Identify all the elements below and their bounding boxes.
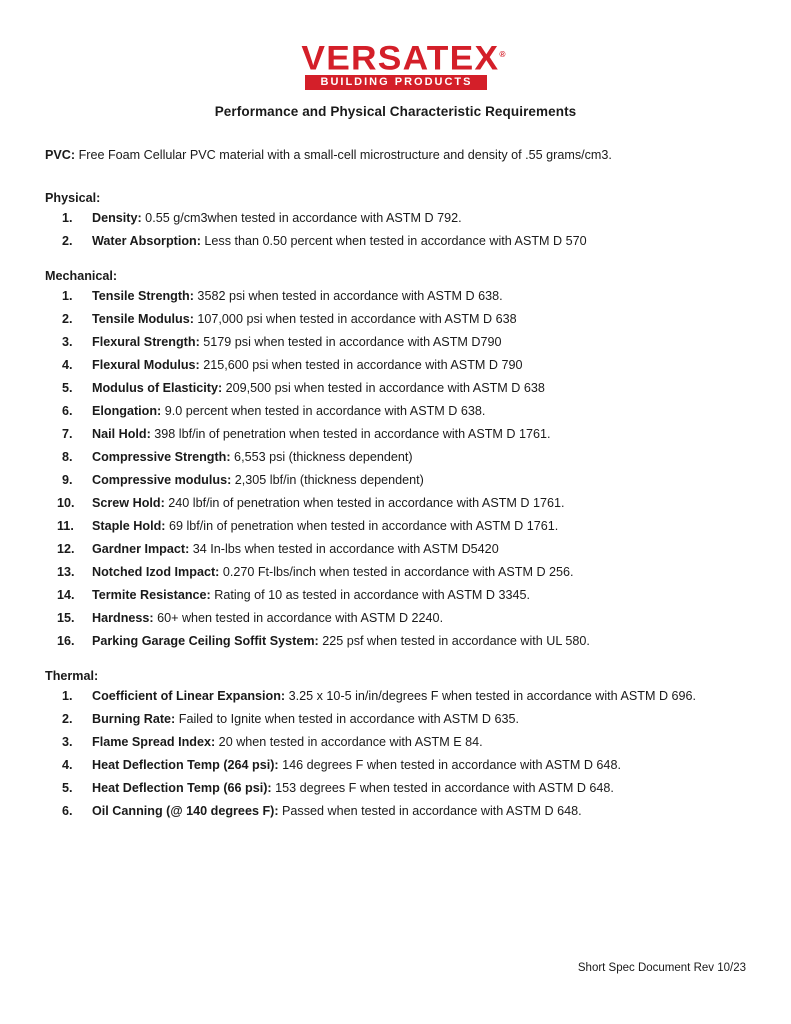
- spec-item: [45, 312, 750, 327]
- company-logo: [0, 40, 791, 90]
- spec-item-value: 69 lbf/in of penetration when tested in accordance with ASTM D 1761.: [165, 519, 559, 533]
- spec-item-label: Heat Deflection Temp (264 psi):: [92, 758, 279, 772]
- spec-item: [45, 289, 750, 304]
- spec-item: [45, 758, 750, 773]
- spec-item: [45, 712, 750, 727]
- spec-item: [45, 473, 750, 488]
- spec-item: [45, 781, 750, 796]
- spec-item-label: Hardness:: [92, 611, 154, 625]
- spec-item-value: 34 In-lbs when tested in accordance with ASTM D5420: [189, 542, 499, 556]
- spec-item: [45, 611, 750, 626]
- registered-trademark-icon: ®: [498, 50, 505, 59]
- spec-item-label: Termite Resistance:: [92, 588, 211, 602]
- spec-item-number: 4.: [62, 758, 73, 772]
- spec-item: [45, 211, 750, 226]
- spec-item-list: [45, 289, 750, 649]
- spec-item-value: 209,500 psi when tested in accordance with ASTM D 638: [222, 381, 545, 395]
- spec-item: [45, 234, 750, 249]
- spec-item-number: 1.: [62, 689, 73, 703]
- spec-item-number: 10.: [57, 496, 75, 510]
- spec-item-number: 5.: [62, 381, 73, 395]
- spec-item-value: 146 degrees F when tested in accordance with ASTM D 648.: [278, 758, 621, 772]
- spec-item-value: 225 psf when tested in accordance with UL 580.: [318, 634, 590, 648]
- spec-item-number: 2.: [62, 312, 73, 326]
- spec-item-value: Passed when tested in accordance with ASTM D 648.: [278, 804, 582, 818]
- footer-revision: Short Spec Document Rev 10/23: [577, 962, 746, 974]
- versatex-logo: [300, 39, 505, 90]
- spec-item-value: Failed to Ignite when tested in accordance with ASTM D 635.: [175, 712, 519, 726]
- intro-label: PVC:: [45, 148, 76, 162]
- spec-item-label: Water Absorption:: [92, 234, 201, 248]
- logo-tagline-band: [305, 75, 487, 90]
- spec-item-label: Heat Deflection Temp (66 psi):: [92, 781, 272, 795]
- spec-item-value: Less than 0.50 percent when tested in accordance with ASTM D 570: [200, 234, 587, 248]
- spec-item-number: 3.: [62, 735, 73, 749]
- spec-item-number: 2.: [62, 712, 73, 726]
- spec-item: [45, 381, 750, 396]
- document-body: [45, 148, 750, 819]
- spec-item: [45, 404, 750, 419]
- spec-item-number: 11.: [57, 519, 74, 533]
- spec-item-label: Coefficient of Linear Expansion:: [92, 689, 286, 703]
- spec-item-label: Compressive modulus:: [92, 473, 232, 487]
- spec-item-number: 2.: [62, 234, 73, 248]
- spec-item-value: 60+ when tested in accordance with ASTM D 2240.: [153, 611, 444, 625]
- spec-item: [45, 427, 750, 442]
- section-heading: Mechanical:: [45, 269, 118, 283]
- section-heading: Thermal:: [45, 669, 99, 683]
- spec-item-label: Notched Izod Impact:: [92, 565, 220, 579]
- spec-item: [45, 565, 750, 580]
- spec-item-number: 9.: [62, 473, 73, 487]
- spec-item-value: 0.270 Ft-lbs/inch when tested in accordance with ASTM D 256.: [219, 565, 574, 579]
- spec-item-value: 3.25 x 10-5 in/in/degrees F when tested in accordance with ASTM D 696.: [285, 689, 697, 703]
- section-heading: Physical:: [45, 191, 101, 205]
- spec-item: [45, 634, 750, 649]
- spec-item: [45, 735, 750, 750]
- spec-item-value: 240 lbf/in of penetration when tested in accordance with ASTM D 1761.: [164, 496, 565, 510]
- spec-item-label: Screw Hold:: [92, 496, 165, 510]
- page-title: Performance and Physical Characteristic Requirements: [214, 104, 577, 119]
- spec-item-list: [45, 689, 750, 819]
- spec-item-label: Modulus of Elasticity:: [92, 381, 223, 395]
- spec-item: [45, 542, 750, 557]
- spec-item-list: [45, 211, 750, 249]
- spec-item-label: Tensile Modulus:: [92, 312, 194, 326]
- spec-item-value: 5179 psi when tested in accordance with ASTM D790: [199, 335, 502, 349]
- spec-item-number: 16.: [57, 634, 75, 648]
- spec-item-label: Flame Spread Index:: [92, 735, 216, 749]
- spec-item-value: 215,600 psi when tested in accordance with ASTM D 790: [199, 358, 523, 372]
- spec-item-value: 398 lbf/in of penetration when tested in accordance with ASTM D 1761.: [150, 427, 551, 441]
- spec-item-label: Parking Garage Ceiling Soffit System:: [92, 634, 319, 648]
- spec-item: [45, 588, 750, 603]
- spec-item-number: 6.: [62, 404, 73, 418]
- spec-item-label: Flexural Modulus:: [92, 358, 200, 372]
- spec-item: [45, 450, 750, 465]
- spec-item-number: 12.: [57, 542, 75, 556]
- spec-item-value: 2,305 lbf/in (thickness dependent): [231, 473, 424, 487]
- logo-wordmark-text: VERSATEX: [300, 39, 499, 78]
- logo-wordmark: [300, 39, 505, 78]
- spec-item-value: 9.0 percent when tested in accordance with ASTM D 638.: [161, 404, 486, 418]
- spec-item-value: 6,553 psi (thickness dependent): [230, 450, 413, 464]
- spec-item-number: 5.: [62, 781, 73, 795]
- spec-item-label: Elongation:: [92, 404, 162, 418]
- spec-item-value: 3582 psi when tested in accordance with ASTM D 638.: [193, 289, 503, 303]
- spec-item-label: Tensile Strength:: [92, 289, 194, 303]
- spec-item: [45, 804, 750, 819]
- spec-item: [45, 335, 750, 350]
- spec-section: [45, 191, 750, 249]
- spec-item-number: 14.: [57, 588, 75, 602]
- spec-item-label: Compressive Strength:: [92, 450, 231, 464]
- spec-item-label: Burning Rate:: [92, 712, 176, 726]
- spec-item: [45, 358, 750, 373]
- spec-item-number: 4.: [62, 358, 73, 372]
- spec-item-value: 107,000 psi when tested in accordance with ASTM D 638: [193, 312, 517, 326]
- intro-paragraph: [45, 148, 750, 163]
- spec-item-number: 13.: [57, 565, 75, 579]
- spec-item-label: Staple Hold:: [92, 519, 166, 533]
- spec-item-value: 0.55 g/cm3when tested in accordance with ASTM D 792.: [141, 211, 462, 225]
- intro-text: Free Foam Cellular PVC material with a small-cell microstructure and density of .55 grams/cm3.: [75, 148, 612, 162]
- spec-item-number: 3.: [62, 335, 73, 349]
- spec-section: [45, 669, 750, 819]
- spec-item-number: 6.: [62, 804, 73, 818]
- spec-item: [45, 496, 750, 511]
- spec-item-label: Flexural Strength:: [92, 335, 200, 349]
- spec-item-value: 20 when tested in accordance with ASTM E 84.: [215, 735, 483, 749]
- spec-item-label: Nail Hold:: [92, 427, 151, 441]
- sections-container: [45, 191, 750, 819]
- spec-item-value: 153 degrees F when tested in accordance with ASTM D 648.: [271, 781, 614, 795]
- spec-item-number: 1.: [62, 211, 73, 225]
- spec-item-value: Rating of 10 as tested in accordance with ASTM D 3345.: [210, 588, 530, 602]
- spec-item: [45, 689, 750, 704]
- spec-item-number: 7.: [62, 427, 73, 441]
- spec-item: [45, 519, 750, 534]
- spec-item-label: Oil Canning (@ 140 degrees F):: [92, 804, 279, 818]
- spec-item-label: Gardner Impact:: [92, 542, 190, 556]
- spec-item-label: Density:: [92, 211, 142, 225]
- spec-item-number: 8.: [62, 450, 73, 464]
- spec-item-number: 1.: [62, 289, 73, 303]
- spec-section: [45, 269, 750, 649]
- spec-item-number: 15.: [57, 611, 75, 625]
- logo-tagline-text: BUILDING PRODUCTS: [320, 76, 473, 89]
